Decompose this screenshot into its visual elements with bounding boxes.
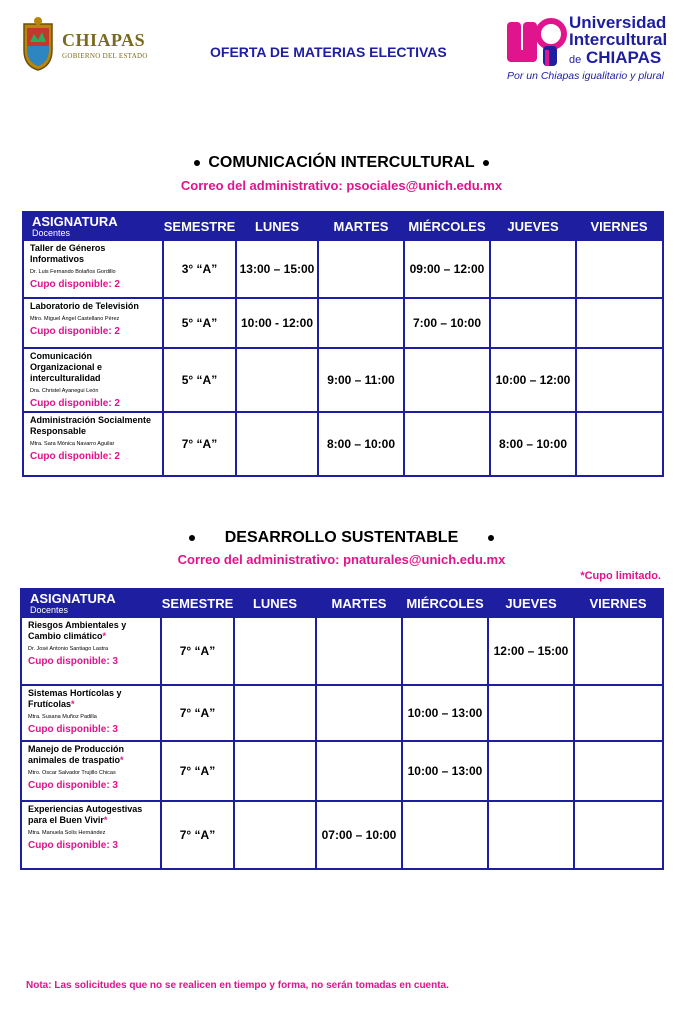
limited-asterisk: *	[102, 631, 107, 641]
col-asignatura	[23, 212, 163, 240]
unich-logo-line3	[569, 49, 661, 69]
subject-name	[28, 744, 154, 766]
cupo-available: Cupo disponible: 3	[28, 724, 118, 735]
schedule-cell-jueves: 12:00 – 15:00	[488, 617, 574, 685]
table-body	[21, 617, 663, 869]
table-row	[21, 617, 663, 685]
col-jueves: JUEVES	[490, 212, 576, 240]
teacher-name: Mtra. Sara Mónica Navarro Aguilar	[30, 441, 115, 447]
subject-cell	[21, 617, 161, 685]
schedule-cell-jueves	[488, 685, 574, 741]
semester-cell: 5° “A”	[163, 298, 236, 348]
subject-name-text: Experiencias Autogestivas para el Buen Vivir	[28, 804, 143, 825]
table-row	[23, 348, 663, 412]
cupo-available: Cupo disponible: 2	[30, 326, 120, 337]
page-header	[0, 0, 683, 90]
subject-name	[28, 688, 154, 710]
schedule-cell-lunes: 10:00 - 12:00	[236, 298, 318, 348]
limited-asterisk: *	[71, 699, 75, 709]
teacher-name: Dr. Luis Fernando Bolaños Gordillo	[30, 269, 116, 275]
bullet-icon	[483, 160, 489, 166]
col-viernes: VIERNES	[576, 212, 663, 240]
schedule-cell-miercoles	[404, 348, 490, 412]
subject-name-text: Manejo de Producción animales de traspatio	[28, 744, 125, 765]
section2-title-text: DESARROLLO SUSTENTABLE	[224, 529, 459, 546]
schedule-cell-viernes	[576, 412, 663, 476]
cupo-available: Cupo disponible: 2	[30, 451, 120, 462]
subject-name	[28, 620, 154, 642]
schedule-cell-viernes	[576, 240, 663, 298]
schedule-cell-martes	[318, 298, 404, 348]
col-docentes-label: Docentes	[32, 227, 71, 238]
limited-asterisk: *	[103, 815, 108, 825]
subject-cell	[23, 298, 163, 348]
schedule-cell-viernes	[574, 801, 663, 869]
section2-title	[0, 529, 683, 547]
schedule-cell-lunes	[234, 741, 316, 801]
bullet-icon	[488, 535, 494, 541]
subject-name	[30, 301, 156, 312]
unich-logo	[505, 12, 675, 82]
schedule-cell-miercoles: 09:00 – 12:00	[404, 240, 490, 298]
semester-cell: 7° “A”	[161, 801, 234, 869]
col-docentes-label: Docentes	[30, 604, 69, 615]
schedule-cell-martes	[318, 240, 404, 298]
section1-email: Correo del administrativo: psociales@unich.edu.mx	[180, 178, 503, 193]
unich-logo-prefix: de	[569, 54, 582, 66]
schedule-cell-martes: 9:00 – 11:00	[318, 348, 404, 412]
cupo-available: Cupo disponible: 2	[30, 279, 120, 290]
col-miercoles: MIÉRCOLES	[402, 589, 488, 617]
schedule-cell-martes	[316, 685, 402, 741]
cupo-available: Cupo disponible: 3	[28, 656, 118, 667]
subject-cell	[21, 685, 161, 741]
schedule-cell-lunes	[234, 617, 316, 685]
footnote: Nota: Las solicitudes que no se realicen en tiempo y forma, no serán tomadas en cuenta.	[26, 980, 449, 991]
schedule-cell-miercoles: 10:00 – 13:00	[402, 685, 488, 741]
schedule-table-desarrollo	[20, 588, 664, 870]
bullet-icon	[194, 160, 200, 166]
schedule-cell-jueves	[490, 240, 576, 298]
semester-cell: 5° “A”	[163, 348, 236, 412]
col-miercoles: MIÉRCOLES	[404, 212, 490, 240]
teacher-name: Mtro. Oscar Salvador Trujillo Chicas	[28, 770, 116, 776]
table-header-row	[21, 589, 663, 617]
schedule-cell-miercoles: 10:00 – 13:00	[402, 741, 488, 801]
schedule-cell-lunes	[236, 348, 318, 412]
schedule-cell-jueves	[488, 801, 574, 869]
table-row	[21, 801, 663, 869]
teacher-name: Dra. Christel Ayanegui León	[30, 388, 99, 394]
unich-logo-chiapas: CHIAPAS	[585, 48, 662, 67]
schedule-cell-viernes	[574, 741, 663, 801]
schedule-cell-lunes	[234, 685, 316, 741]
subject-name-text: Administración Socialmente Responsable	[30, 415, 152, 436]
chiapas-shield-icon	[20, 16, 56, 72]
table-row	[21, 741, 663, 801]
cupo-available: Cupo disponible: 3	[28, 780, 118, 791]
cupo-available: Cupo disponible: 2	[30, 398, 120, 409]
subject-name-text: Taller de Géneros Informativos	[30, 243, 106, 264]
limited-asterisk: *	[120, 755, 124, 765]
schedule-cell-viernes	[576, 348, 663, 412]
schedule-cell-viernes	[574, 617, 663, 685]
col-asignatura	[21, 589, 161, 617]
table-row	[23, 298, 663, 348]
subject-name-text: Riesgos Ambientales y Cambio climático	[28, 620, 127, 641]
table-row	[23, 240, 663, 298]
schedule-cell-viernes	[576, 298, 663, 348]
schedule-cell-jueves: 8:00 – 10:00	[490, 412, 576, 476]
section1-title	[0, 154, 683, 172]
schedule-cell-jueves	[488, 741, 574, 801]
section1-title-text: COMUNICACIÓN INTERCULTURAL	[208, 154, 475, 171]
semester-cell: 7° “A”	[161, 741, 234, 801]
col-martes: MARTES	[318, 212, 404, 240]
col-asignatura-label: ASIGNATURA	[30, 590, 116, 606]
schedule-cell-martes	[316, 741, 402, 801]
page-title: OFERTA DE MATERIAS ELECTIVAS	[210, 44, 447, 60]
unich-logo-line2: Intercultural	[569, 30, 668, 49]
subject-cell	[23, 240, 163, 298]
subject-name	[30, 243, 156, 265]
col-semestre: SEMESTRE	[161, 589, 234, 617]
bullet-icon	[189, 535, 195, 541]
subject-name	[30, 351, 156, 384]
subject-name-text: Laboratorio de Televisión	[30, 301, 139, 311]
semester-cell: 7° “A”	[161, 685, 234, 741]
semester-cell: 7° “A”	[163, 412, 236, 476]
schedule-cell-jueves: 10:00 – 12:00	[490, 348, 576, 412]
schedule-cell-miercoles	[402, 617, 488, 685]
semester-cell: 7° “A”	[161, 617, 234, 685]
unich-slogan: Por un Chiapas igualitario y plural	[507, 70, 665, 82]
teacher-name: Mtra. Susana Muñoz Padilla	[28, 714, 97, 720]
unich-logo-line1: Universidad	[569, 13, 667, 32]
schedule-cell-lunes	[236, 412, 318, 476]
table-row	[23, 412, 663, 476]
col-asignatura-label: ASIGNATURA	[32, 213, 118, 229]
table-header-row	[23, 212, 663, 240]
col-jueves: JUEVES	[488, 589, 574, 617]
schedule-table-comunicacion	[22, 211, 664, 477]
col-semestre: SEMESTRE	[163, 212, 236, 240]
teacher-name: Dr. José Antonio Santiago Lastra	[28, 646, 109, 652]
schedule-cell-martes: 8:00 – 10:00	[318, 412, 404, 476]
subject-name-text: Sistemas Hortícolas y Frutícolas	[28, 688, 122, 709]
col-martes: MARTES	[316, 589, 402, 617]
subject-cell	[23, 412, 163, 476]
schedule-cell-viernes	[574, 685, 663, 741]
schedule-cell-miercoles	[404, 412, 490, 476]
schedule-cell-miercoles: 7:00 – 10:00	[404, 298, 490, 348]
schedule-cell-miercoles	[402, 801, 488, 869]
subject-cell	[23, 348, 163, 412]
chiapas-logo-subtitle: GOBIERNO DEL ESTADO	[62, 52, 148, 60]
col-lunes: LUNES	[234, 589, 316, 617]
subject-name-text: Comunicación Organizacional e interculturalidad	[30, 351, 103, 383]
subject-cell	[21, 741, 161, 801]
chiapas-government-logo	[20, 16, 150, 76]
subject-name	[30, 415, 156, 437]
cupo-available: Cupo disponible: 3	[28, 840, 118, 851]
teacher-name: Mtra. Manuela Solís Hernández	[28, 830, 106, 836]
teacher-name: Mtro. Miguel Ángel Castellano Pérez	[30, 316, 120, 322]
schedule-cell-martes	[316, 617, 402, 685]
section2-email: Correo del administrativo: pnaturales@unich.edu.mx	[177, 552, 506, 567]
unich-mark-icon	[505, 16, 569, 72]
schedule-cell-lunes: 13:00 – 15:00	[236, 240, 318, 298]
chiapas-logo-title: CHIAPAS	[62, 30, 146, 50]
table-row	[21, 685, 663, 741]
schedule-cell-jueves	[490, 298, 576, 348]
limited-note: *Cupo limitado.	[580, 570, 661, 582]
schedule-cell-lunes	[234, 801, 316, 869]
col-lunes: LUNES	[236, 212, 318, 240]
subject-name	[28, 804, 154, 826]
table-body	[23, 240, 663, 476]
col-viernes: VIERNES	[574, 589, 663, 617]
subject-cell	[21, 801, 161, 869]
semester-cell: 3° “A”	[163, 240, 236, 298]
schedule-cell-martes: 07:00 – 10:00	[316, 801, 402, 869]
